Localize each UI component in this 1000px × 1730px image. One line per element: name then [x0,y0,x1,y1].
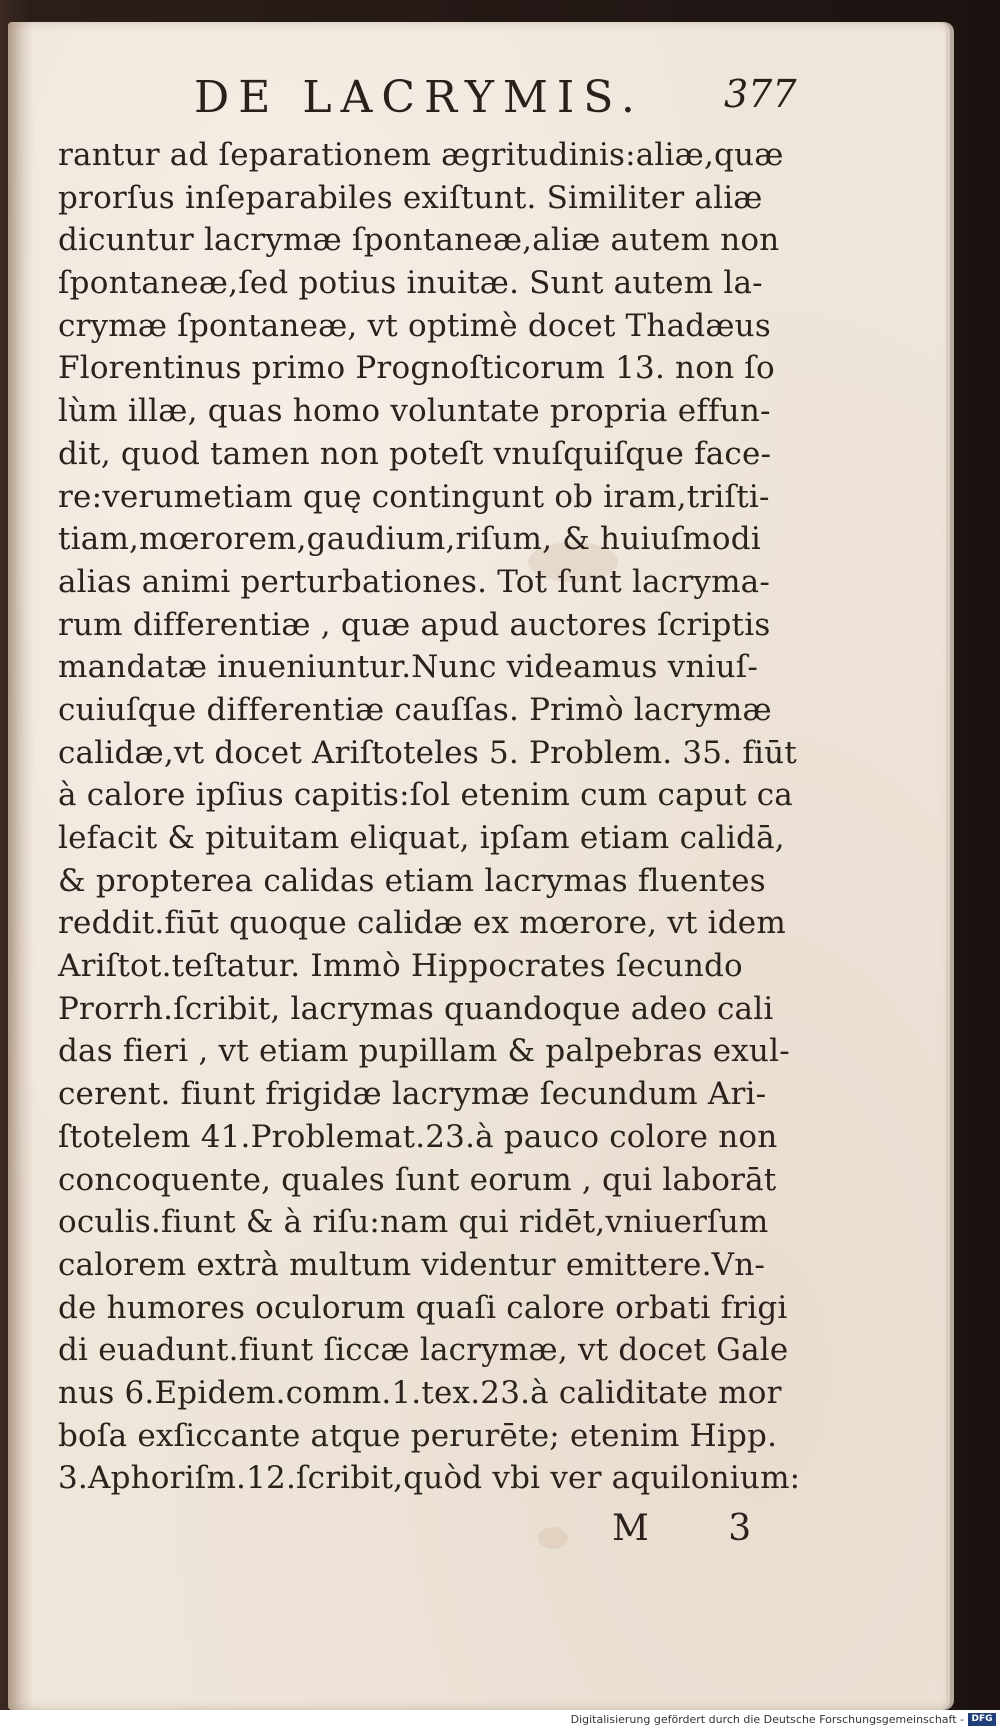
text-line: & propterea calidas etiam lacrymas fluentes [58,862,766,899]
text-line: crymæ ſpontaneæ, vt optimè docet Thadæus [58,307,771,344]
footer-bar [0,1710,1000,1730]
funding-credit: Digitalisierung gefördert durch die Deutsche Forschungsgemeinschaft - [570,1713,964,1726]
body-text [58,134,818,1500]
page-header [8,66,946,126]
spine-shadow [8,22,34,1710]
signature-mark: M 3 [612,1508,786,1549]
text-line: lùm illæ, quas homo voluntate propria effun- [58,393,771,430]
text-line: concoquente, quales ſunt eorum , qui laborāt [58,1161,777,1198]
page-number: 377 [724,72,797,116]
text-line: lefacit & pituitam eliquat, ipſam etiam calidā, [58,820,785,856]
running-title: DE LACRYMIS. [194,72,644,123]
text-line: das fieri , vt etiam pupillam & palpebras exul- [58,1033,790,1070]
text-line: oculis.fiunt & à riſu:nam qui ridēt,vniuerſum [58,1204,769,1241]
text-line: ſtotelem 41.Problemat.23.à pauco colore non [58,1118,778,1155]
text-line: de humores oculorum quaſi calore orbati frigi [58,1289,788,1326]
text-line: calidæ,vt docet Ariſtoteles 5. Problem. 35. fiūt [58,734,797,771]
text-line: prorſus inſeparabiles exiſtunt. Similiter aliæ [58,179,763,216]
text-line: mandatæ inueniuntur.Nunc videamus vniuſ- [58,649,759,686]
text-line: Florentinus primo Prognoſticorum 13. non ſo [58,350,775,387]
text-line: 3.Aphoriſm.12.ſcribit,quòd vbi ver aquilonium: [58,1460,801,1497]
text-line: tiam,mœrorem,gaudium,riſum, & huiuſmodi [58,521,761,558]
text-line: reddit.fiūt quoque calidæ ex mœrore, vt idem [58,905,786,942]
text-line: boſa exſiccante atque perurēte; etenim Hipp. [58,1417,778,1454]
book-page [8,22,946,1710]
text-line: rum differentiæ , quæ apud auctores ſcriptis [58,606,771,643]
text-line: calorem extrà multum videntur emittere.Vn- [58,1246,766,1283]
text-line: cuiuſque differentiæ cauſſas. Primò lacrymæ [58,691,772,728]
text-line: cerent. fiunt frigidæ lacrymæ ſecundum Ari- [58,1076,767,1113]
paper-stain [538,1527,568,1549]
text-line: re:verumetiam quę contingunt ob iram,triſti- [58,478,770,515]
text-line: di euadunt.fiunt ſiccæ lacrymæ, vt docet Gale [58,1332,789,1369]
text-line: nus 6.Epidem.comm.1.tex.23.à caliditate mor [58,1374,782,1411]
text-line: rantur ad ſeparationem ægritudinis:aliæ,quæ [58,137,784,173]
text-line: dit, quod tamen non poteſt vnuſquiſque face- [58,435,772,472]
text-line: à calore ipſius capitis:ſol etenim cum caput ca [58,777,793,814]
dfg-logo: DFG [968,1713,996,1726]
text-line: Prorrh.ſcribit, lacrymas quandoque adeo cali [58,990,774,1027]
text-line: Ariſtot.teſtatur. Immò Hippocrates ſecundo [58,948,743,985]
text-line: dicuntur lacrymæ ſpontaneæ,aliæ autem non [58,222,780,259]
text-line: alias animi perturbationes. Tot ſunt lacryma- [58,563,771,600]
text-line: ſpontaneæ,ſed potius inuitæ. Sunt autem la- [58,265,763,302]
